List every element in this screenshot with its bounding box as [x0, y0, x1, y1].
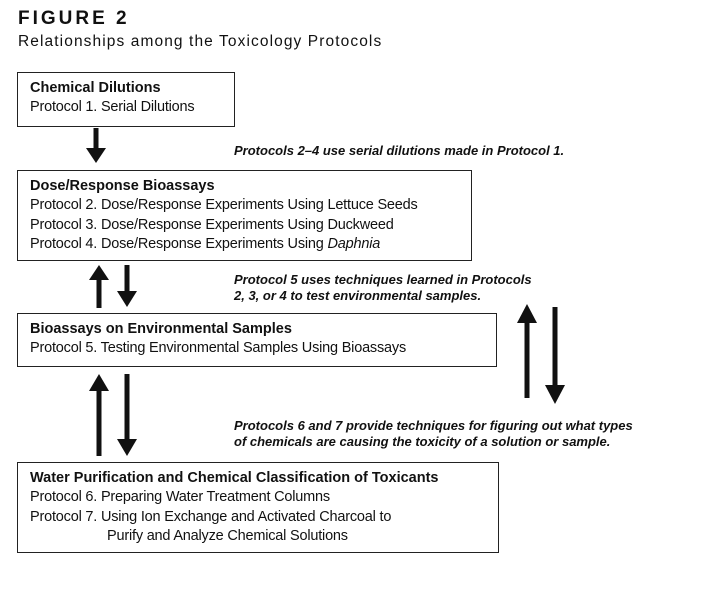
protocol-6-line: Protocol 6. Preparing Water Treatment Columns	[30, 489, 330, 505]
protocol-5-line: Protocol 5. Testing Environmental Samples Using Bioassays	[30, 340, 406, 356]
down-arrow-icon	[86, 128, 106, 163]
down-arrow-icon	[545, 307, 565, 404]
note-line: 2, 3, or 4 to test environmental samples.	[234, 288, 482, 303]
protocol-3-line: Protocol 3. Dose/Response Experiments Using Duckweed	[30, 216, 394, 233]
protocol-7-continuation: Purify and Analyze Chemical Solutions	[107, 528, 348, 544]
note-line: Protocol 5 uses techniques learned in Protocols	[234, 272, 532, 287]
up-arrow-icon	[89, 265, 109, 308]
daphnia-italic: Daphnia	[327, 236, 381, 252]
box-heading: Bioassays on Environmental Samples	[30, 321, 292, 337]
figure-title: Relationships among the Toxicology Protocols	[18, 33, 383, 50]
up-arrow-icon	[517, 304, 537, 398]
box-heading: Dose/Response Bioassays	[30, 178, 215, 194]
note-protocols-2-4: Protocols 2–4 use serial dilutions made in Protocol 1.	[234, 143, 565, 158]
protocol-2-line: Protocol 2. Dose/Response Experiments Using Lettuce Seeds	[30, 197, 418, 213]
note-line: of chemicals are causing the toxicity of a solution or sample.	[234, 434, 611, 449]
note-line: Protocols 6 and 7 provide techniques for figuring out what types	[234, 418, 633, 433]
protocol-7-line: Protocol 7. Using Ion Exchange and Activated Charcoal to	[30, 508, 392, 525]
protocol-4-prefix: Protocol 4. Dose/Response Experiments Using	[30, 236, 328, 252]
protocol-1-line: Protocol 1. Serial Dilutions	[30, 99, 195, 115]
figure-label: FIGURE 2	[18, 8, 130, 29]
up-arrow-icon	[89, 374, 109, 456]
box-heading: Chemical Dilutions	[30, 80, 161, 96]
box-heading: Water Purification and Chemical Classification of Toxicants	[30, 470, 439, 486]
down-arrow-icon	[117, 374, 137, 456]
down-arrow-icon	[117, 265, 137, 307]
